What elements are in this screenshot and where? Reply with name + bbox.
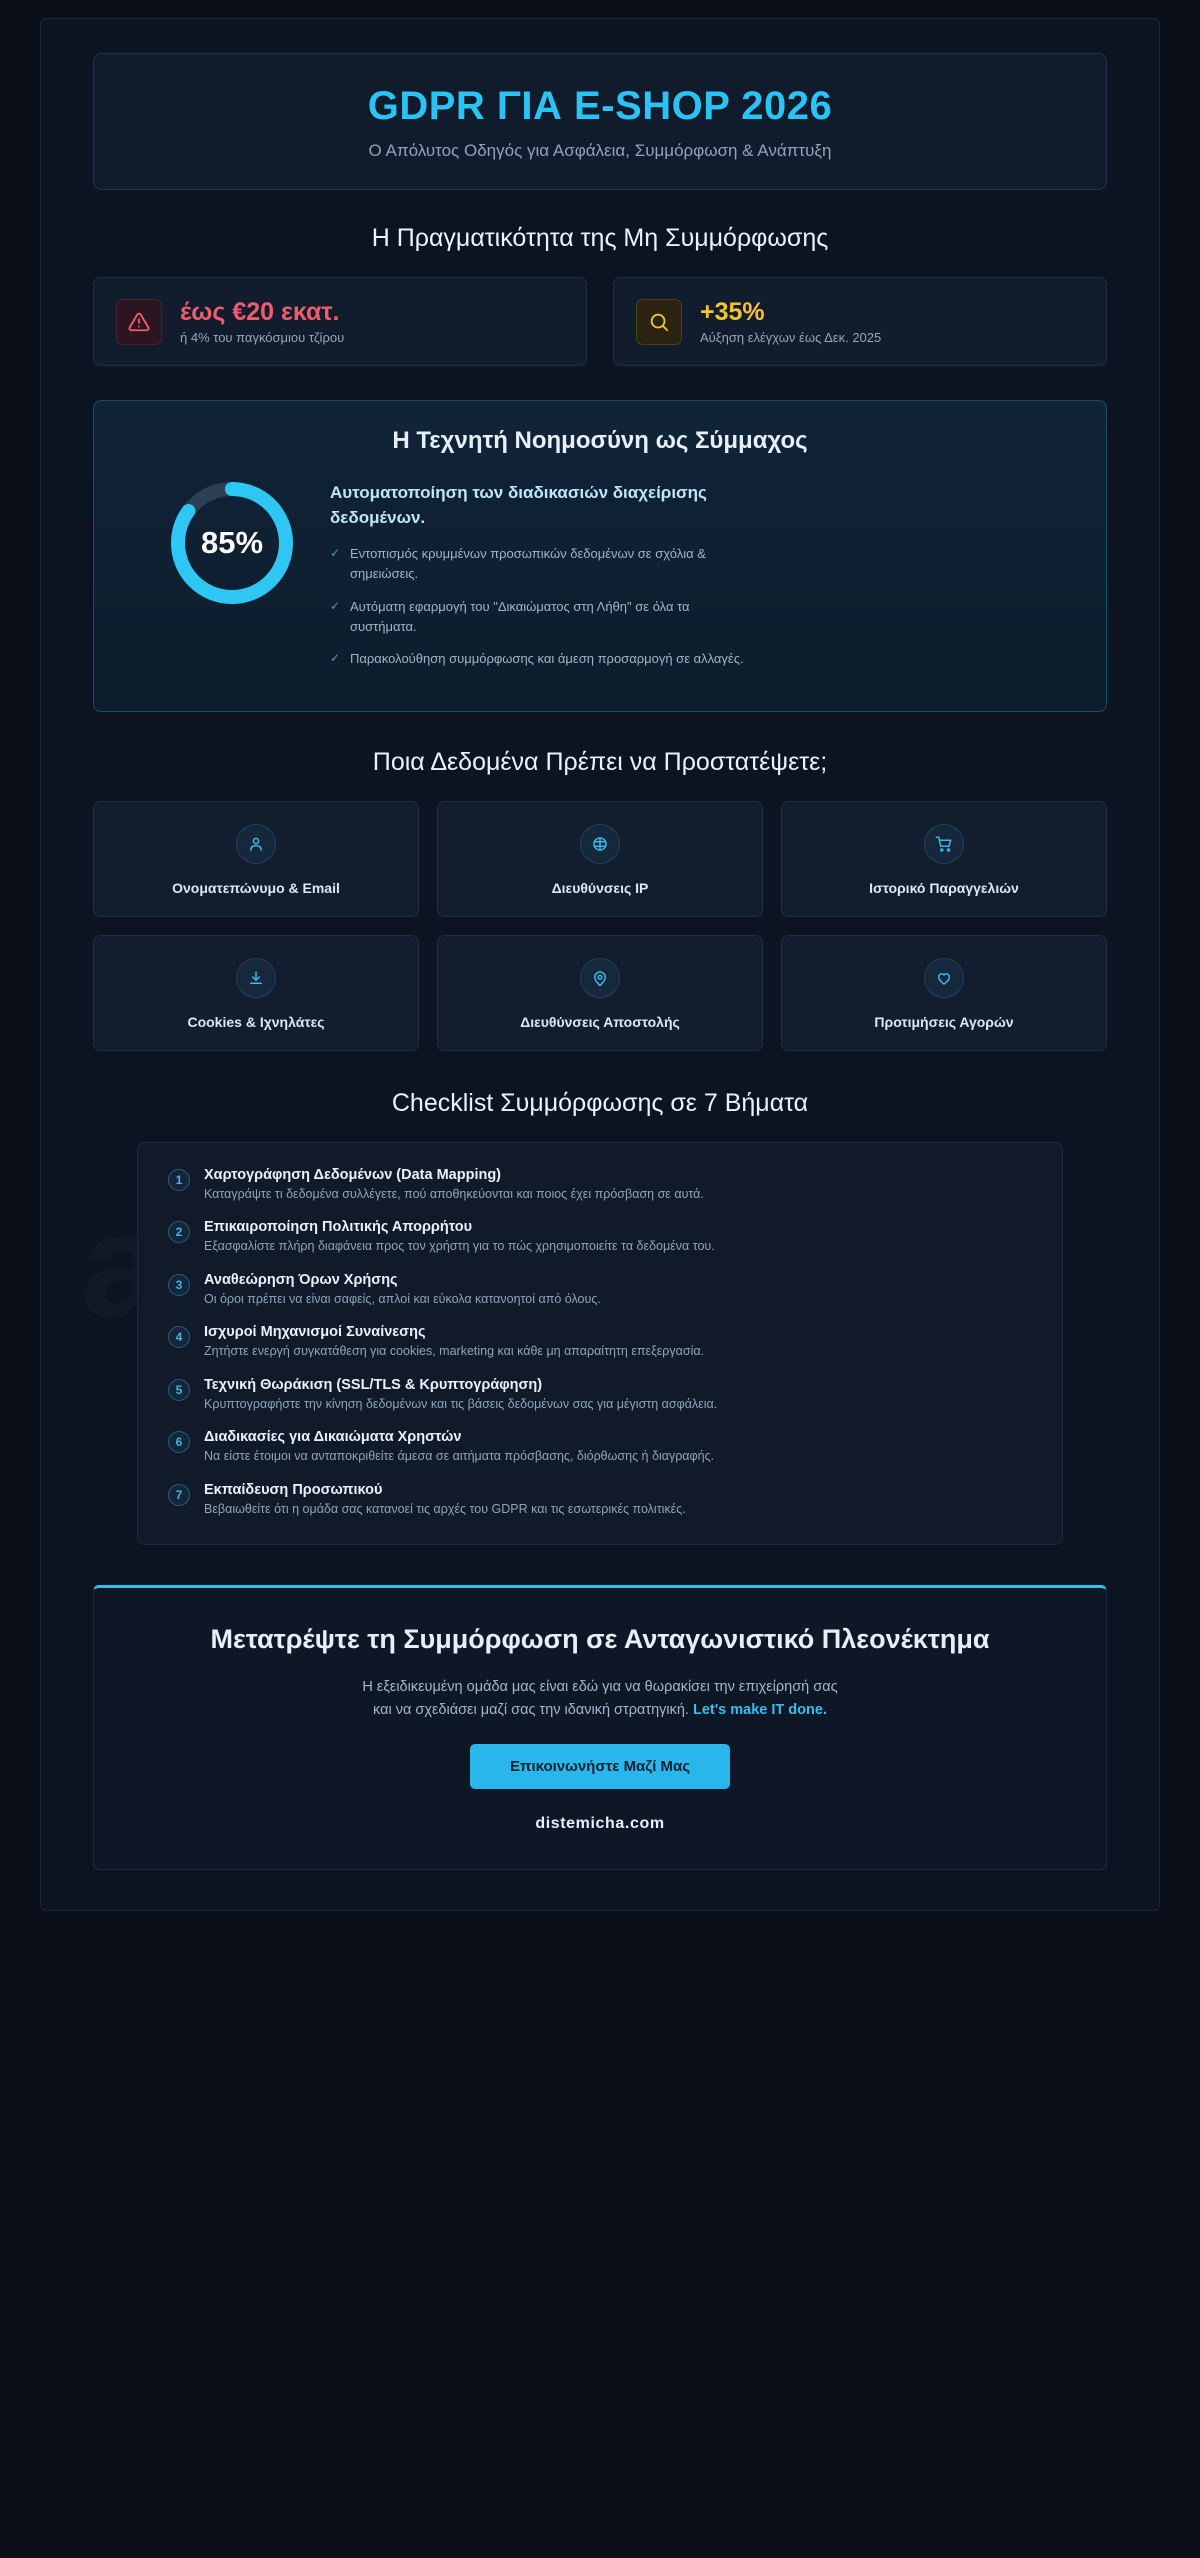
step-description: Ζητήστε ενεργή συγκατάθεση για cookies, marketing και κάθε μη απαραίτητη επεξεργασία. — [204, 1344, 705, 1359]
data-card-label: Διευθύνσεις Αποστολής — [520, 1013, 680, 1030]
user-icon — [236, 824, 276, 864]
list-item — [330, 544, 750, 584]
checklist-panel — [137, 1142, 1063, 1546]
step-title: Χαρτογράφηση Δεδομένων (Data Mapping) — [204, 1166, 502, 1183]
ai-panel — [93, 400, 1107, 712]
heart-icon — [924, 958, 964, 998]
network-ip-icon — [580, 824, 620, 864]
step-number: 7 — [168, 1484, 190, 1506]
location-pin-icon — [580, 958, 620, 998]
step-title: Τεχνική Θωράκιση (SSL/TLS & Κρυπτογράφηση) — [204, 1376, 543, 1393]
list-item — [330, 597, 750, 637]
list-item-text: Παρακολούθηση συμμόρφωσης και άμεση προσαρμογή σε αλλαγές. — [350, 650, 744, 666]
step-number: 5 — [168, 1379, 190, 1401]
checklist-step — [168, 1219, 1032, 1256]
data-card-ip — [437, 801, 763, 917]
step-title: Αναθεώρηση Όρων Χρήσης — [204, 1271, 398, 1288]
page-title: GDPR ΓΙΑ E-SHOP 2026 — [367, 84, 833, 128]
cart-icon — [924, 824, 964, 864]
step-description: Βεβαιωθείτε ότι η ομάδα σας κατανοεί τις αρχές του GDPR και τις εσωτερικές πολιτικές. — [204, 1501, 686, 1516]
checklist-step — [168, 1429, 1032, 1466]
data-card-label: Διευθύνσεις IP — [551, 879, 649, 896]
list-item-text: Εντοπισμός κρυμμένων προσωπικών δεδομένων σε σχόλια & σημειώσεις. — [350, 546, 706, 582]
step-number: 4 — [168, 1326, 190, 1348]
step-description: Να είστε έτοιμοι να ανταποκριθείτε άμεσα σε αιτήματα πρόσβασης, διόρθωσης ή διαγραφής. — [204, 1449, 715, 1464]
check-icon: ✓ — [330, 650, 341, 665]
ai-panel-title: Η Τεχνητή Νοημοσύνη ως Σύμμαχος — [392, 427, 808, 454]
step-number: 1 — [168, 1169, 190, 1191]
company-domain: distemicha.com — [535, 1815, 665, 1833]
data-card-name-email — [93, 801, 419, 917]
stat-subtext: Αύξηση ελέγχων έως Δεκ. 2025 — [700, 330, 882, 345]
stat-card-audits — [613, 277, 1107, 366]
ai-bullet-list — [330, 544, 1072, 669]
step-title: Επικαιροποίηση Πολιτικής Απορρήτου — [204, 1219, 473, 1236]
cta-title: Μετατρέψτε τη Συμμόρφωση σε Ανταγωνιστικό Πλεονέκτημα — [210, 1624, 990, 1655]
data-card-orders — [781, 801, 1107, 917]
warning-triangle-icon — [116, 299, 162, 345]
step-number: 2 — [168, 1221, 190, 1243]
contact-button[interactable]: Επικοινωνήστε Μαζί Μας — [470, 1744, 730, 1789]
stat-value: έως €20 εκατ. — [180, 298, 340, 326]
data-cards-grid — [93, 801, 1107, 1051]
checklist-step — [168, 1272, 1032, 1309]
data-card-cookies — [93, 935, 419, 1051]
reality-section-title: Η Πραγματικότητα της Μη Συμμόρφωσης — [371, 224, 829, 252]
infographic-page — [40, 18, 1160, 1911]
step-number: 3 — [168, 1274, 190, 1296]
stat-card-fine — [93, 277, 587, 366]
list-item-text: Αυτόματη εφαρμογή του "Δικαιώματος στη Λήθη" σε όλα τα συστήματα. — [350, 598, 690, 634]
step-title: Ισχυροί Μηχανισμοί Συναίνεσης — [204, 1324, 426, 1341]
cta-text-accent: Let's make IT done. — [692, 1702, 827, 1719]
step-description: Κρυπτογραφήστε την κίνηση δεδομένων και τις βάσεις δεδομένων σας για μέγιστη ασφάλεια. — [204, 1396, 718, 1411]
data-card-label: Ιστορικό Παραγγελιών — [869, 879, 1019, 896]
hero-banner — [93, 53, 1107, 190]
checklist-step — [168, 1167, 1032, 1204]
cta-text — [144, 1676, 1056, 1722]
data-card-shipping — [437, 935, 763, 1051]
checklist-section-title: Checklist Συμμόρφωσης σε 7 Βήματα — [391, 1088, 809, 1117]
step-title: Εκπαίδευση Προσωπικού — [204, 1481, 383, 1498]
step-description: Οι όροι πρέπει να είναι σαφείς, απλοί και εύκολα κατανοητοί από όλους. — [204, 1291, 601, 1306]
step-title: Διαδικασίες για Δικαιώματα Χρηστών — [204, 1429, 462, 1446]
cta-text-line1: Η εξειδικευμένη ομάδα μας είναι εδώ για να θωρακίσει την επιχείρησή σας — [362, 1679, 838, 1696]
checklist-step — [168, 1324, 1032, 1361]
cta-panel — [93, 1585, 1107, 1870]
magnifier-icon — [636, 299, 682, 345]
checklist-step — [168, 1377, 1032, 1414]
check-icon: ✓ — [330, 598, 341, 613]
check-icon: ✓ — [330, 546, 341, 561]
checklist-step — [168, 1482, 1032, 1519]
step-description: Καταγράψτε τι δεδομένα συλλέγετε, πού αποθηκεύονται και ποιος έχει πρόσβαση σε αυτά. — [204, 1186, 704, 1201]
step-description: Εξασφαλίστε πλήρη διαφάνεια προς τον χρήστη για το πώς χρησιμοποιείτε τα δεδομένα του. — [204, 1239, 715, 1254]
cookie-download-icon — [236, 958, 276, 998]
cta-text-line2: και να σχεδιάσει μαζί σας την ιδανική στρατηγική. — [373, 1702, 689, 1719]
stat-subtext: ή 4% του παγκόσμιου τζίρου — [180, 330, 345, 345]
page-subtitle: Ο Απόλυτος Οδηγός για Ασφάλεια, Συμμόρφωση & Ανάπτυξη — [368, 141, 832, 160]
data-card-label: Ονοματεπώνυμο & Email — [172, 879, 340, 896]
stats-row — [93, 277, 1107, 366]
ai-heading: Αυτοματοποίηση των διαδικασιών διαχείρισης δεδομένων. — [330, 483, 707, 527]
data-card-label: Cookies & Ιχνηλάτες — [187, 1013, 325, 1030]
data-card-label: Προτιμήσεις Αγορών — [874, 1013, 1014, 1030]
ai-donut-chart — [128, 477, 296, 607]
ai-percent-label: 85% — [200, 525, 264, 560]
stat-value: +35% — [700, 298, 765, 326]
list-item — [330, 649, 750, 669]
step-number: 6 — [168, 1431, 190, 1453]
data-card-preferences — [781, 935, 1107, 1051]
data-section-title: Ποια Δεδομένα Πρέπει να Προστατέψετε; — [372, 747, 828, 776]
